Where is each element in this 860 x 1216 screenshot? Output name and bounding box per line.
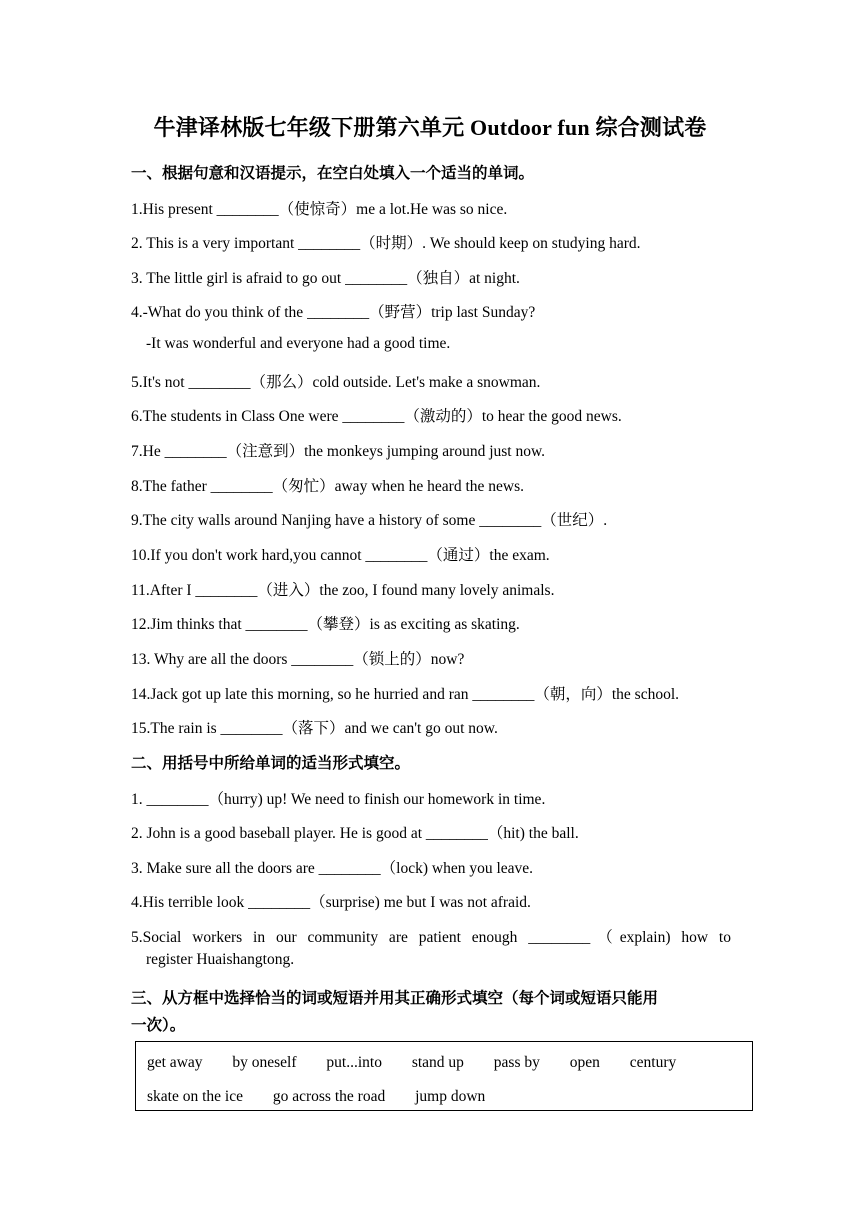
word-bank-item: get away (147, 1054, 203, 1071)
word-bank-item: jump down (415, 1088, 486, 1105)
word-bank-row (147, 1088, 511, 1106)
word-bank-item: century (629, 1054, 677, 1071)
section-3-heading: 三、从方框中选择恰当的词或短语并用其正确形式填空（每个词或短语只能用 (131, 989, 659, 1007)
question-line: 4.His terrible look ________（surprise) me but I was not afraid. (131, 894, 531, 911)
question-line: 1. ________（hurry) up! We need to finish our homework in time. (131, 791, 546, 808)
question-line: 3. Make sure all the doors are ________（lock) when you leave. (131, 860, 534, 877)
question-line: 6.The students in Class One were ________（激动的）to hear the good news. (131, 408, 622, 425)
question-line: 7.He ________（注意到）the monkeys jumping around just now. (131, 443, 546, 460)
question-line: 3. The little girl is afraid to go out ________（独自）at night. (131, 270, 520, 287)
question-continuation: register Huaishangtong. (146, 951, 295, 968)
question-line: 4.-What do you think of the ________（野营）trip last Sunday? (131, 304, 536, 321)
question-line: 9.The city walls around Nanjing have a history of some ________（世纪）. (131, 512, 608, 529)
word-bank-item: by oneself (232, 1054, 297, 1071)
section-1-heading: 一、根据句意和汉语提示，在空白处填入一个适当的单词。 (131, 164, 535, 182)
word-bank-item: pass by (493, 1054, 540, 1071)
page-title: 牛津译林版七年级下册第六单元 Outdoor fun 综合测试卷 (153, 115, 707, 140)
word-bank-row (147, 1054, 702, 1072)
word-bank-item: put...into (326, 1054, 382, 1071)
question-line: 10.If you don't work hard,you cannot ________（通过）the exam. (131, 547, 550, 564)
word-bank-item: stand up (411, 1054, 464, 1071)
answer-line: -It was wonderful and everyone had a good time. (146, 335, 451, 352)
section-3-heading-continued: 一次）。 (131, 1016, 186, 1034)
question-line: 12.Jim thinks that ________（攀登）is as exciting as skating. (131, 616, 520, 633)
word-bank-box (135, 1041, 753, 1111)
question-line: 14.Jack got up late this morning, so he hurried and ran ________（朝，向）the school. (131, 686, 680, 703)
section-2-heading: 二、用括号中所给单词的适当形式填空。 (131, 754, 411, 772)
question-line: 11.After I ________（进入）the zoo, I found many lovely animals. (131, 582, 555, 599)
question-line: 2. John is a good baseball player. He is good at ________（hit) the ball. (131, 825, 579, 842)
question-line: 2. This is a very important ________（时期）. We should keep on studying hard. (131, 235, 641, 252)
question-line: 15.The rain is ________（落下）and we can't go out now. (131, 720, 498, 737)
question-line: 8.The father ________（匆忙）away when he heard the news. (131, 478, 524, 495)
question-line: 5.Social workers in our community are patient enough ________（explain) how to (131, 929, 731, 946)
question-line: 1.His present ________（使惊奇）me a lot.He was so nice. (131, 201, 508, 218)
word-bank-item: open (569, 1054, 600, 1071)
question-line: 5.It's not ________（那么）cold outside. Let's make a snowman. (131, 374, 541, 391)
word-bank-item: go across the road (272, 1088, 386, 1105)
word-bank-item: skate on the ice (147, 1088, 243, 1105)
question-line: 13. Why are all the doors ________（锁上的）now? (131, 651, 465, 668)
